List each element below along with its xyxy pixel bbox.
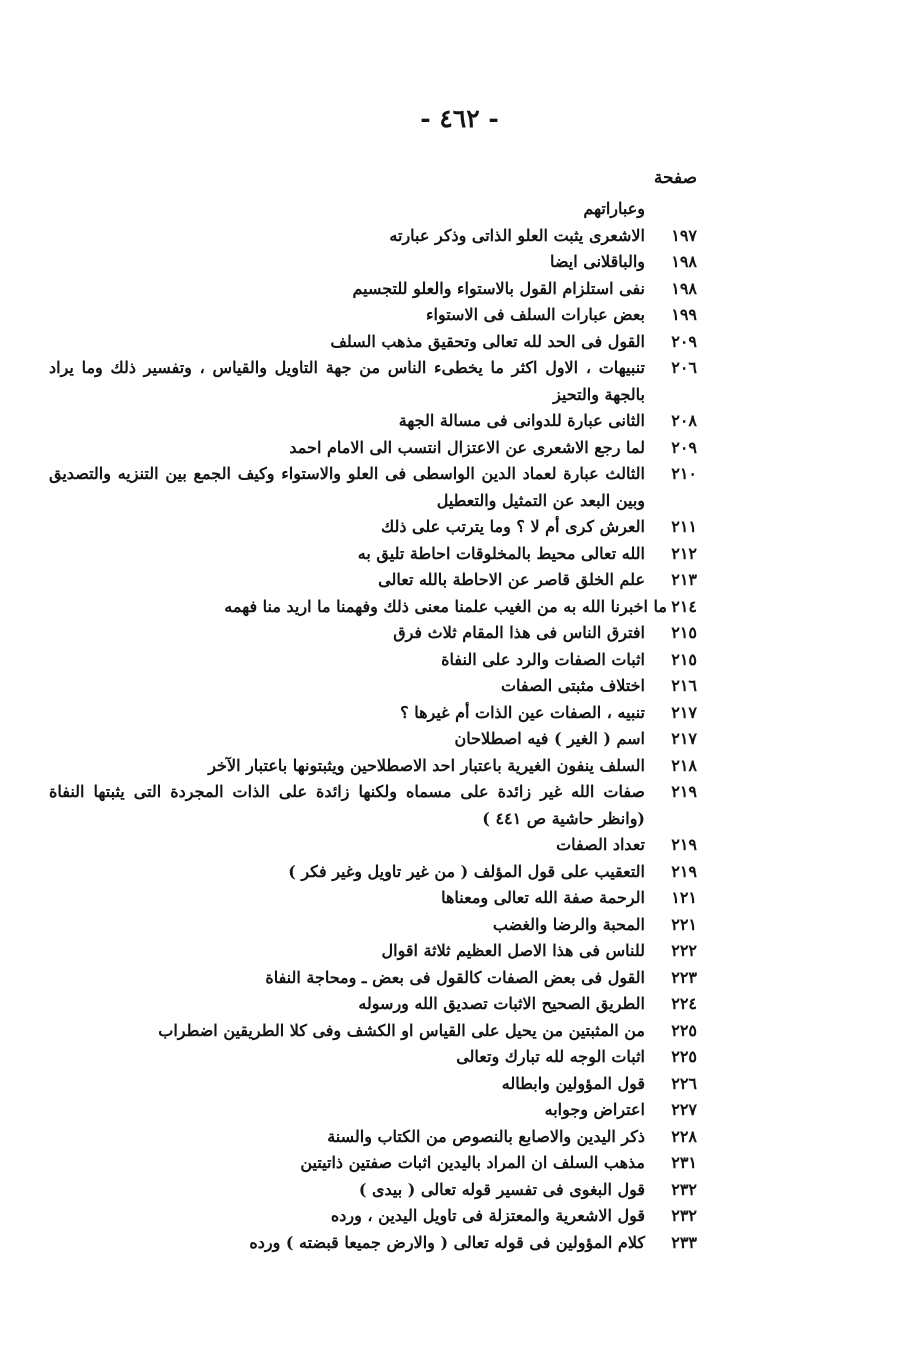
toc-entry-title: تنبيهات ، الاول اكثر ما يخطىء الناس من جهة التاويل والقياس ، وتفسير ذلك وما يراد بالجهة والتحيز [49, 358, 645, 404]
toc-entry-title: الله تعالى محيط بالمخلوقات احاطة تليق به [357, 543, 645, 563]
toc-entry-title: الطريق الصحيح الاثبات تصديق الله ورسوله [358, 994, 645, 1013]
toc-entry-title: قول المؤولين وابطاله [501, 1073, 645, 1093]
toc-entry-page: ٢٣٣ [671, 1232, 697, 1252]
toc-entry [49, 779, 697, 832]
toc-entry-page: ١٢١ [671, 888, 697, 907]
toc-entry-title: الرحمة صفة الله تعالى ومعناها [441, 888, 645, 907]
toc-entry [49, 1150, 697, 1177]
toc-entry-page: ٢١٥ [671, 623, 697, 642]
toc-entry-title: القول فى الحد لله تعالى وتحقيق مذهب السلف [330, 331, 645, 351]
toc-entry-page: ٢٢٧ [671, 1100, 697, 1119]
toc-entry-page: ٢١١ [671, 517, 697, 536]
toc-entry-page: ٢١٩ [671, 861, 697, 881]
toc-entry-page: ٢١٩ [671, 782, 697, 801]
toc-entry [49, 647, 697, 674]
toc-entry [49, 302, 697, 329]
toc-entry [49, 567, 697, 594]
toc-entry-title: الثانى عبارة للدوانى فى مسالة الجهة [398, 411, 645, 430]
toc-entry [49, 991, 697, 1018]
toc-entry-page: ٢١٢ [671, 543, 697, 563]
toc-entry [49, 541, 697, 568]
toc-entry [49, 435, 697, 462]
toc-entry-title: صفات الله غير زائدة على مسماه ولكنها زائدة على الذات المجردة التى يثبتها النفاة (وانظر حاشية ص ٤٤١ ) [49, 782, 645, 828]
toc-entry [49, 196, 697, 223]
toc-entry [49, 1044, 697, 1071]
toc-entry-title: تنبيه ، الصفات عين الذات أم غيرها ؟ [400, 702, 645, 722]
toc-entry-page: ٢١٨ [671, 755, 697, 775]
toc-entry-page: ٢٢٥ [671, 1047, 697, 1066]
toc-entry-title: التعقيب على قول المؤلف ( من غير تاويل وغير فكر ) [288, 861, 645, 881]
toc-entry-title: السلف ينفون الغيرية باعتبار احد الاصطلاحين ويثبتونها باعتبار الآخر [208, 755, 645, 775]
toc-entry-title: اعتراض وجوابه [544, 1100, 645, 1119]
toc-entry-page: ٢٢١ [671, 914, 697, 934]
toc-entry-title: مذهب السلف ان المراد باليدين اثبات صفتين ذاتيتين [300, 1153, 645, 1172]
toc-entry-title: اثبات الوجه لله تبارك وتعالى [456, 1047, 645, 1066]
toc-entry-page: ١٩٩ [671, 305, 697, 324]
toc-entry-title: بعض عبارات السلف فى الاستواء [425, 305, 645, 324]
toc-entry-page: ٢١٥ [671, 649, 697, 669]
toc-entry [49, 329, 697, 356]
toc-entry-title: القول فى بعض الصفات كالقول فى بعض ـ ومحاجة النفاة [265, 967, 645, 987]
toc-entry [49, 249, 697, 276]
toc-entry [49, 223, 697, 250]
toc-entry-title: افترق الناس فى هذا المقام ثلاث فرق [393, 623, 645, 642]
page-column-header: صفحة [653, 168, 697, 188]
toc-entry-title: والباقلانى ايضا [550, 252, 645, 271]
table-of-contents [49, 196, 697, 1256]
toc-entry [49, 408, 697, 435]
toc-entry [49, 461, 697, 514]
toc-entry [49, 832, 697, 859]
toc-entry-page: ٢٢٨ [671, 1126, 697, 1146]
toc-entry [49, 355, 697, 408]
toc-entry-title: ذكر اليدين والاصابع بالنصوص من الكتاب والسنة [327, 1126, 645, 1146]
toc-entry [49, 859, 697, 886]
toc-entry-title: الثالث عبارة لعماد الدين الواسطى فى العلو والاستواء وكيف الجمع بين التنزيه والتصديق وبين البعد عن التمثيل والتعطيل [49, 464, 645, 510]
toc-entry-title: قول الاشعرية والمعتزلة فى تاويل اليدين ، ورده [330, 1206, 645, 1225]
toc-entry-title: اثبات الصفات والرد على النفاة [441, 649, 645, 669]
toc-entry [49, 753, 697, 780]
toc-entry-page: ٢١٧ [671, 729, 697, 748]
toc-entry-title: ما اخبرنا الله به من الغيب علمنا معنى ذلك وفهمنا ما اريد منا فهمه [224, 596, 667, 616]
toc-entry-title: العرش كرى أم لا ؟ وما يترتب على ذلك [380, 517, 645, 536]
toc-entry-page: ٢٢٥ [671, 1020, 697, 1040]
toc-entry-page: ٢٣١ [671, 1153, 697, 1172]
toc-entry [49, 1203, 697, 1230]
toc-entry [49, 965, 697, 992]
toc-entry-page: ٢٠٦ [671, 358, 697, 377]
toc-entry-page: ٢١٤ [671, 596, 697, 616]
toc-entry-page: ٢٢٤ [671, 994, 697, 1013]
toc-entry [49, 1230, 697, 1257]
toc-entry [49, 673, 697, 700]
toc-entry-title: اختلاف مثبتى الصفات [500, 676, 645, 695]
toc-entry-title: لما رجع الاشعرى عن الاعتزال انتسب الى الامام احمد [289, 437, 645, 457]
toc-entry-title: كلام المؤولين فى قوله تعالى ( والارض جميعا قبضته ) ورده [249, 1232, 645, 1252]
toc-entry [49, 700, 697, 727]
toc-entry-title: تعداد الصفات [556, 835, 645, 854]
toc-entry-title: نفى استلزام القول بالاستواء والعلو للتجسيم [352, 278, 645, 298]
toc-entry-page: ١٩٧ [671, 225, 697, 245]
toc-entry-title: للناس فى هذا الاصل العظيم ثلاثة اقوال [381, 941, 645, 960]
toc-entry [49, 1071, 697, 1098]
toc-entry-title: المحبة والرضا والغضب [492, 914, 645, 934]
toc-entry-page: ٢٢٦ [671, 1073, 697, 1093]
toc-entry [49, 938, 697, 965]
toc-entry [49, 514, 697, 541]
toc-entry-page: ١٩٨ [671, 252, 697, 271]
toc-entry-page: ٢٠٩ [671, 437, 697, 457]
toc-entry-title: وعباراتهم [583, 199, 645, 218]
toc-entry-page: ٢٣٢ [671, 1179, 697, 1199]
toc-entry [49, 912, 697, 939]
toc-entry-page: ٢١٩ [671, 835, 697, 854]
toc-entry-page: ٢١٧ [671, 702, 697, 722]
toc-entry-title: من المثبتين من يحيل على القياس او الكشف وفى كلا الطريقين اضطراب [158, 1020, 645, 1040]
toc-entry-title: علم الخلق قاصر عن الاحاطة بالله تعالى [378, 570, 645, 589]
toc-entry [49, 726, 697, 753]
toc-entry-page: ٢١٠ [671, 464, 697, 483]
toc-entry-page: ٢٠٩ [671, 331, 697, 351]
toc-entry-title: قول البغوى فى تفسير قوله تعالى ( بيدى ) [358, 1179, 645, 1199]
toc-entry-page: ٢١٦ [671, 676, 697, 695]
toc-entry [49, 1124, 697, 1151]
toc-entry-page: ٢٢٢ [671, 941, 697, 960]
toc-entry [49, 885, 697, 912]
toc-entry-title: اسم ( الغير ) فيه اصطلاحان [454, 729, 645, 748]
toc-entry-page: ٢٢٣ [671, 967, 697, 987]
toc-entry-page: ٢١٣ [671, 570, 697, 589]
toc-entry-page: ٢٣٢ [671, 1206, 697, 1225]
toc-entry [49, 276, 697, 303]
toc-entry [49, 1097, 697, 1124]
toc-entry-page: ١٩٨ [671, 278, 697, 298]
toc-entry [49, 1177, 697, 1204]
toc-entry-title: الاشعرى يثبت العلو الذاتى وذكر عبارته [389, 225, 645, 245]
toc-entry [49, 1018, 697, 1045]
page-number: - ٤٦٢ - [420, 104, 499, 133]
toc-entry-page: ٢٠٨ [671, 411, 697, 430]
toc-entry [49, 594, 697, 621]
toc-entry [49, 620, 697, 647]
